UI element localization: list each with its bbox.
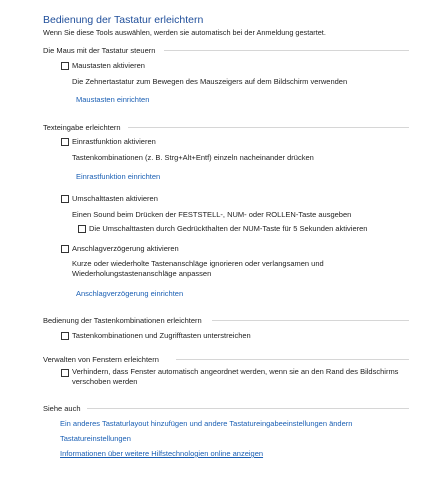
filter-keys-label[interactable]: Anschlagverzögerung aktivieren xyxy=(72,244,179,253)
section-heading-see-also: Siehe auch xyxy=(43,404,81,413)
prevent-snap-checkbox[interactable] xyxy=(61,369,69,377)
section-divider xyxy=(212,320,409,321)
mousekeys-setup-link[interactable]: Maustasten einrichten xyxy=(76,95,150,104)
toggle-keys-checkbox[interactable] xyxy=(61,195,69,203)
section-divider xyxy=(164,50,409,51)
mousekeys-checkbox[interactable] xyxy=(61,62,69,70)
section-divider xyxy=(128,127,409,128)
section-heading-windows: Verwalten von Fenstern erleichtern xyxy=(43,355,159,364)
keyboard-layout-link[interactable]: Ein anderes Tastaturlayout hinzufügen und andere Tastatureingabeeinstellungen ändern xyxy=(60,419,353,428)
toggle-keys-description: Einen Sound beim Drücken der FESTSTELL-, NUM- oder ROLLEN-Taste ausgeben xyxy=(72,210,352,219)
sticky-keys-label[interactable]: Einrastfunktion aktivieren xyxy=(72,137,156,146)
toggle-keys-label[interactable]: Umschalttasten aktivieren xyxy=(72,194,158,203)
filter-keys-checkbox[interactable] xyxy=(61,245,69,253)
page-subtitle: Wenn Sie diese Tools auswählen, werden sie automatisch bei der Anmeldung gestartet. xyxy=(43,28,326,37)
underline-shortcuts-label[interactable]: Tastenkombinationen und Zugrifftasten unterstreichen xyxy=(72,331,251,340)
page-title: Bedienung der Tastatur erleichtern xyxy=(43,14,204,26)
sticky-keys-description: Tastenkombinationen (z. B. Strg+Alt+Entf) einzeln nacheinander drücken xyxy=(72,153,314,162)
sticky-keys-checkbox[interactable] xyxy=(61,138,69,146)
toggle-keys-numlock-label[interactable]: Die Umschalttasten durch Gedrückthalten der NUM-Taste für 5 Sekunden aktivieren xyxy=(89,224,368,233)
filter-keys-description: Kurze oder wiederholte Tastenanschläge ignorieren oder verlangsamen und Wiederholungstastenanschläge anpassen xyxy=(72,259,324,278)
section-heading-shortcuts: Bedienung der Tastenkombinationen erleichtern xyxy=(43,316,202,325)
filter-keys-setup-link[interactable]: Anschlagverzögerung einrichten xyxy=(76,289,184,298)
sticky-keys-setup-link[interactable]: Einrastfunktion einrichten xyxy=(76,172,161,181)
section-heading-mouse: Die Maus mit der Tastatur steuern xyxy=(43,46,156,55)
keyboard-settings-link[interactable]: Tastatureinstellungen xyxy=(60,434,131,443)
section-divider xyxy=(87,408,409,409)
mousekeys-description: Die Zehnertastatur zum Bewegen des Mauszeigers auf dem Bildschirm verwenden xyxy=(72,77,348,86)
section-divider xyxy=(176,359,409,360)
mousekeys-label[interactable]: Maustasten aktivieren xyxy=(72,61,145,70)
assistive-tech-online-link[interactable]: Informationen über weitere Hilfstechnologien online anzeigen xyxy=(60,449,264,458)
section-heading-typing: Texteingabe erleichtern xyxy=(43,123,121,132)
prevent-snap-label[interactable]: Verhindern, dass Fenster automatisch angeordnet werden, wenn sie an den Rand des Bildschirms verschoben werden xyxy=(72,367,399,386)
toggle-keys-numlock-checkbox[interactable] xyxy=(78,225,86,233)
underline-shortcuts-checkbox[interactable] xyxy=(61,332,69,340)
